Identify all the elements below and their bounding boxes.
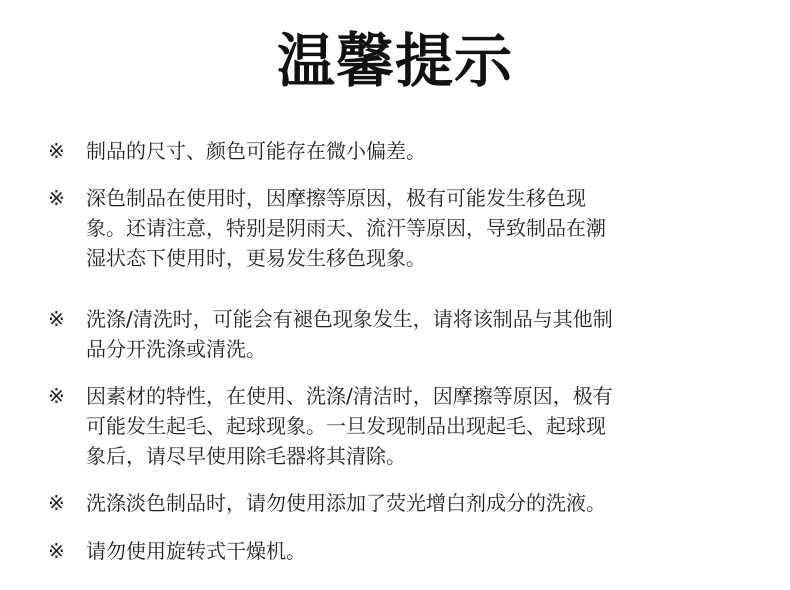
notice-text: 洗涤/清洗时，可能会有褪色现象发生，请将该制品与其他制 品分开洗涤或清洗。 xyxy=(86,307,613,361)
notice-text: 制品的尺寸、颜色可能存在微小偏差。 xyxy=(86,139,426,163)
reference-mark-icon: ※ xyxy=(48,491,65,515)
reference-mark-icon: ※ xyxy=(48,307,65,331)
notice-text: 因素材的特性，在使用、洗涤/清洁时，因摩擦等原因，极有 可能发生起毛、起球现象。一旦发现制品出现起毛、起球现 象后，请尽早使用除毛器将其清除。 xyxy=(86,384,613,468)
reference-mark-icon: ※ xyxy=(48,139,65,163)
notice-text: 请勿使用旋转式干燥机。 xyxy=(86,539,306,563)
reference-mark-icon: ※ xyxy=(48,539,65,563)
notice-text: 洗涤淡色制品时，请勿使用添加了荧光增白剂成分的洗液。 xyxy=(86,491,606,515)
page-title: 温馨提示 xyxy=(276,27,513,95)
notice-text: 深色制品在使用时，因摩擦等原因，极有可能发生移色现 象。还请注意，特别是阴雨天、流汗等原因，导致制品在潮 湿状态下使用时，更易发生移色现象。 xyxy=(86,186,606,270)
reference-mark-icon: ※ xyxy=(48,384,65,408)
reference-mark-icon: ※ xyxy=(48,186,65,210)
